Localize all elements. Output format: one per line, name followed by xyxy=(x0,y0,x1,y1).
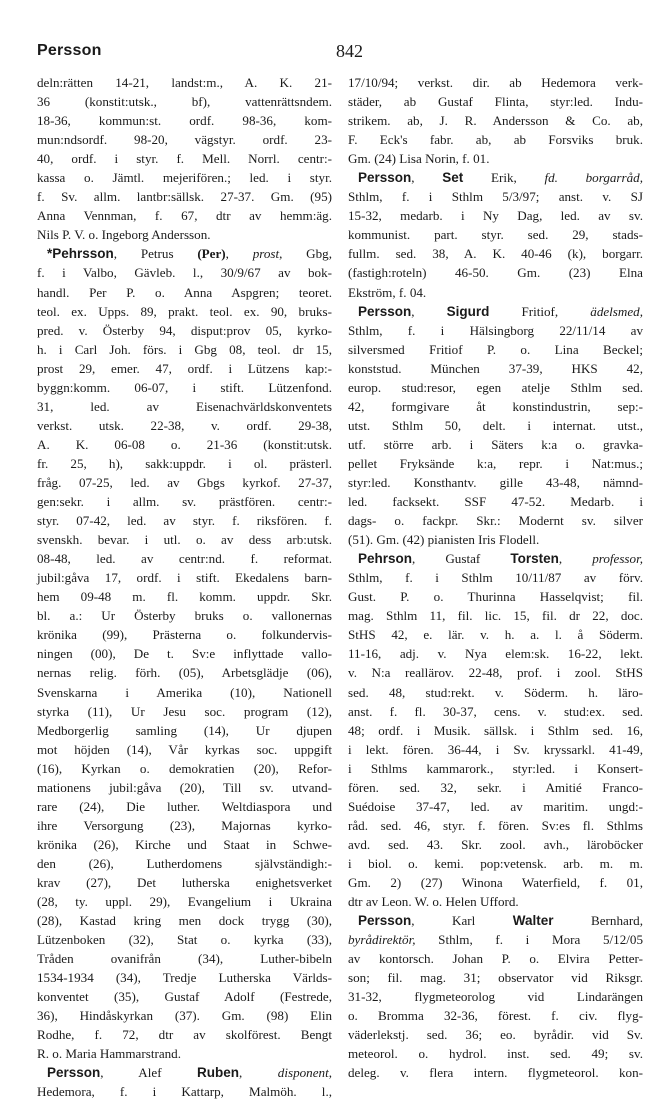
line-text: , Karl xyxy=(411,913,513,929)
text-line xyxy=(37,778,332,797)
line-text: Medborgerlig samling (14), Ur djupen xyxy=(37,722,332,738)
line-text: Anna Vennman, f. 67, dtr av hemm:äg. xyxy=(37,208,332,224)
line-text: anst. f. fl. 30-37, cens. v. stud:ex. sed. xyxy=(348,703,643,719)
text-line xyxy=(348,892,643,911)
text-line xyxy=(348,435,643,454)
text-line xyxy=(37,663,332,682)
line-text: pred. v. Österby 94, disput:prov 05, kyrko- xyxy=(37,322,332,338)
line-text: krönika (26), Kirche und Staat in Schwe- xyxy=(37,836,332,852)
text-line xyxy=(348,1063,643,1082)
text-line xyxy=(37,721,332,740)
line-text: 18-36, kommun:st. ordf. 98-36, kom- xyxy=(37,113,332,129)
line-text: (fastigh:roteln) 46-50. Gm. (23) Elna xyxy=(348,265,643,281)
line-text: konststud. München 37-39, HKS 42, xyxy=(348,360,643,376)
line-text: F. Eck's fabr. ab, ab Forsviks bruk. xyxy=(348,132,643,148)
text-line xyxy=(348,968,643,987)
line-text: styr. 07-42, led. av styr. f. riksfören. f. xyxy=(37,513,332,529)
line-text: väderlekstj. sed. 36; eo. byrådir. vid Sv. xyxy=(348,1027,643,1043)
entry-name: Pehrson xyxy=(358,551,413,567)
text-line xyxy=(348,359,643,378)
line-text: fören. sed. 32, sekr. i Amitié Franco- xyxy=(348,779,643,795)
line-text: i lekt. fören. 36-44, i Sv. kryssarkl. 41-49, xyxy=(348,741,643,757)
text-line xyxy=(348,492,643,511)
line-text: handl. Per P. o. Anna Aspgren; teoret. xyxy=(37,284,332,300)
line-text: , xyxy=(225,246,253,262)
text-line xyxy=(348,759,643,778)
text-line xyxy=(348,187,643,206)
text-line xyxy=(37,92,332,111)
line-text: StHS 42, e. lär. v. h. a. l. å Söderm. xyxy=(348,627,643,643)
line-text: , xyxy=(411,303,447,319)
text-line xyxy=(348,416,643,435)
text-line xyxy=(348,263,643,282)
line-text: , xyxy=(558,551,593,567)
line-text: kassa o. Jämtl. mejerifören.; led. i styr. xyxy=(37,170,332,186)
line-text: o. Bromma 32-36, förest. f. civ. flyg- xyxy=(348,1008,643,1024)
text-line xyxy=(348,130,643,149)
line-text: 08-48, led. av centr:nd. f. reformat. xyxy=(37,551,332,567)
line-text: Sthlm, f. i Mora 5/12/05 xyxy=(415,932,643,948)
line-text: nernas relig. förh. (05), Arbetsglädje (06), xyxy=(37,665,332,681)
line-text: 31, led. av Eisenachvärldskonventets xyxy=(37,398,332,414)
text-line xyxy=(37,302,332,321)
line-text: byggn:komm. 06-07, i stift. Lützenfond. xyxy=(37,379,332,395)
line-text: , xyxy=(411,170,443,186)
entry-name: *Pehrsson xyxy=(47,246,114,262)
line-text: , xyxy=(328,1065,332,1081)
text-line xyxy=(37,321,332,340)
line-text: råd. sed. 46, styr. f. fören. Sv:es fl. Sthlms xyxy=(348,817,643,833)
text-line xyxy=(37,702,332,721)
text-line xyxy=(348,625,643,644)
entry-name: Ruben xyxy=(197,1065,240,1081)
line-text: av kontorsch. Johan P. o. Elvira Petter- xyxy=(348,951,643,967)
line-text: silversmed Fritiof P. o. Lina Beckel; xyxy=(348,341,643,357)
text-line xyxy=(348,397,643,416)
line-text: h. i Carl Joh. förs. i Gbg 08, teol. dr 15, xyxy=(37,341,332,357)
line-text: 36 (konstit:utsk., bf), vattenrättsndem. xyxy=(37,94,332,110)
page-header xyxy=(0,0,664,70)
text-line xyxy=(37,968,332,987)
text-line xyxy=(37,1006,332,1025)
line-text: dtr av Leon. W. o. Helen Ufford. xyxy=(348,894,519,910)
text-line xyxy=(37,816,332,835)
line-text: Hedemora, f. i Kattarp, Malmöh. l., xyxy=(37,1084,332,1100)
text-line xyxy=(37,549,332,568)
line-text: 31-32, flygmeteorolog vid Lindarängen xyxy=(348,989,643,1005)
line-text: mag. Sthlm 11, fil. lic. 15, fil. dr 22, doc. xyxy=(348,608,643,624)
text-line xyxy=(348,797,643,816)
text-line xyxy=(348,606,643,625)
text-line xyxy=(37,568,332,587)
text-line xyxy=(37,530,332,549)
text-line xyxy=(348,321,643,340)
text-line xyxy=(37,263,332,282)
line-text: Lützenboken (32), Stat o. kyrka (33), xyxy=(37,932,332,948)
text-line xyxy=(37,930,332,949)
italic-text: byrådirektör, xyxy=(348,932,416,948)
line-text: 17/10/94; verkst. dir. ab Hedemora verk- xyxy=(348,75,643,90)
text-line xyxy=(348,1006,643,1025)
text-line xyxy=(348,568,643,587)
text-line xyxy=(348,683,643,702)
text-line xyxy=(37,740,332,759)
line-text: 42, formgivare åt konstindustrin, sep:- xyxy=(348,398,643,414)
text-line xyxy=(37,111,332,130)
text-line xyxy=(37,759,332,778)
line-text: utf. större arb. i Säters k:a o. gravka- xyxy=(348,436,643,452)
line-text: Svenskarna i Amerika (10), Nationell xyxy=(37,684,332,700)
text-line xyxy=(348,663,643,682)
line-text: teol. ex. Upps. 89, prakt. teol. ex. 90, bruks- xyxy=(37,303,332,319)
text-line xyxy=(37,873,332,892)
text-line xyxy=(37,397,332,416)
line-text: Suédoise 37-47, led. av maritim. ungd:- xyxy=(348,798,643,814)
entry-name: Sigurd xyxy=(446,303,490,319)
text-line xyxy=(348,778,643,797)
line-text: jubil:gåva 17, ordf. i stift. Ekedalens barn- xyxy=(37,570,332,586)
line-text: 15-32, medarb. i Ny Dag, led. av sv. xyxy=(348,208,643,224)
line-text: , Petrus xyxy=(113,246,198,262)
line-text: deln:rätten 14-21, landst:m., A. K. 21- xyxy=(37,75,332,90)
text-line xyxy=(348,1044,643,1063)
entry-name: Persson xyxy=(358,170,412,186)
text-line xyxy=(37,187,332,206)
text-line xyxy=(348,283,643,302)
line-text: meteorol. o. hydrol. inst. sed. 49; sv. xyxy=(348,1046,643,1062)
line-text: fullm. sed. 38, A. K. 40-46 (k), borgarr. xyxy=(348,246,643,262)
line-text: gen:sekr. i allm. sv. prästfören. centr:- xyxy=(37,494,332,510)
line-text: Erik, xyxy=(463,170,545,186)
line-text: fr. 25, h), sakk:uppdr. i ol. prästerl. xyxy=(37,455,332,471)
line-text: svenskh. bevar. i utl. o. av dess arb:utsk. xyxy=(37,532,332,548)
line-text: , Gustaf xyxy=(412,551,511,567)
italic-text: professor, xyxy=(592,551,643,567)
line-text: prost 29, emer. 47, ordf. i Lützens kap:- xyxy=(37,360,332,376)
text-line xyxy=(348,930,643,949)
line-text: led. facksekt. SSF 47-52. Medarb. i xyxy=(348,494,643,510)
text-line xyxy=(348,378,643,397)
text-line xyxy=(348,740,643,759)
line-text: rare (24), Die luther. Weltdiaspora und xyxy=(37,798,332,814)
entry-name: Torsten xyxy=(510,551,559,567)
text-line xyxy=(348,1025,643,1044)
line-text: Tråden ovanifrån (34), Luther-bibeln xyxy=(37,951,332,967)
text-line xyxy=(37,1082,332,1101)
text-line xyxy=(348,835,643,854)
line-text: f. i Valbo, Gävleb. l., 30/9/67 av bok- xyxy=(37,265,332,281)
text-line xyxy=(348,854,643,873)
entry-name: Walter xyxy=(512,913,554,929)
left-column xyxy=(37,73,332,1102)
text-line xyxy=(37,359,332,378)
line-text: städer, ab Gustaf Flinta, styr:led. Indu- xyxy=(348,94,643,110)
line-text: son; fil. mag. 31; observator vid Riksgr. xyxy=(348,970,643,986)
text-line xyxy=(37,854,332,873)
bold-text: (Per) xyxy=(197,246,226,262)
line-text: Fritiof, xyxy=(489,303,591,319)
text-line xyxy=(348,244,643,263)
text-line xyxy=(348,454,643,473)
text-line xyxy=(37,149,332,168)
line-text: A. K. 06-08 o. 21-36 (konstit:utsk. xyxy=(37,436,332,452)
text-line xyxy=(37,73,332,92)
text-line xyxy=(37,683,332,702)
italic-text: fd. borgarråd, xyxy=(544,170,643,186)
text-line xyxy=(37,244,332,263)
text-line xyxy=(37,625,332,644)
line-text: deleg. v. flera intern. flygmeteorol. kon- xyxy=(348,1065,643,1081)
text-line xyxy=(37,435,332,454)
line-text: , Gbg, xyxy=(279,246,332,262)
text-line xyxy=(37,911,332,930)
text-line xyxy=(37,587,332,606)
line-text: v. N:a reallärov. 22-48, prof. i zool. StHS xyxy=(348,665,643,681)
text-line xyxy=(348,873,643,892)
line-text: , xyxy=(239,1065,278,1081)
text-line xyxy=(37,454,332,473)
line-text: Gm. 2) (27) Winona Waterfield, f. 01, xyxy=(348,874,643,890)
line-text: hem 09-48 m. fl. komm. uppdr. Skr. xyxy=(37,589,332,605)
entry-name: Persson xyxy=(358,913,412,929)
line-text: Rodhe, f. 72, dtr av skolförest. Bengt xyxy=(37,1027,332,1043)
line-text: utst. Sthlm 50, delt. i internat. utst., xyxy=(348,417,643,433)
text-line xyxy=(348,549,643,568)
line-text: mot höjden (14), Vår kyrkas soc. uppgift xyxy=(37,741,332,757)
text-line xyxy=(348,92,643,111)
text-line xyxy=(37,340,332,359)
line-text: den (26), Lutherdomens självständigh:- xyxy=(37,855,332,871)
text-line xyxy=(37,892,332,911)
line-text: (16), Kyrkan o. demokratien (20), Refor- xyxy=(37,760,332,776)
line-text: R. o. Maria Hammarstrand. xyxy=(37,1046,181,1062)
right-column xyxy=(348,73,643,1082)
text-line xyxy=(348,302,643,321)
italic-text: disponent xyxy=(277,1065,329,1081)
text-line xyxy=(37,473,332,492)
line-text: 48; ordf. i Musik. sällsk. i Sthlm sed. 16, xyxy=(348,722,643,738)
line-text: Sthlm, f. i Hälsingborg 22/11/14 av xyxy=(348,322,643,338)
text-line xyxy=(37,1044,332,1063)
text-line xyxy=(37,168,332,187)
line-text: 11-16, adj. v. Nya elem:sk. 16-22, lekt. xyxy=(348,646,643,662)
line-text: sed. 48, stud:rekt. v. Söderm. h. läro- xyxy=(348,684,643,700)
text-line xyxy=(37,644,332,663)
text-line xyxy=(37,797,332,816)
text-line xyxy=(348,721,643,740)
text-line xyxy=(348,149,643,168)
line-text: Sthlm, f. i Sthlm 5/3/97; anst. v. SJ xyxy=(348,189,643,205)
line-text: (51). Gm. (42) pianisten Iris Flodell. xyxy=(348,532,540,548)
italic-text: prost xyxy=(252,246,280,262)
text-line xyxy=(37,1063,332,1082)
line-text: fråg. 07-25, led. av Gbgs kyrkof. 27-37, xyxy=(37,474,332,490)
text-line xyxy=(37,606,332,625)
line-text: Sthlm, f. i Sthlm 10/11/87 av förv. xyxy=(348,570,643,586)
text-line xyxy=(348,702,643,721)
running-head: Persson xyxy=(37,42,102,59)
text-line xyxy=(348,530,643,549)
text-line xyxy=(37,206,332,225)
text-line xyxy=(37,283,332,302)
text-line xyxy=(37,130,332,149)
line-text: konventet (35), Gustaf Adolf (Festrede, xyxy=(37,989,332,1005)
line-text: kommunist. part. styr. sed. 29, stads- xyxy=(348,227,643,243)
line-text: krav (27), Det lutherska enighetsverket xyxy=(37,874,332,890)
text-line xyxy=(348,911,643,930)
text-line xyxy=(348,644,643,663)
line-text: (28), Kastad kring men dock trygg (30), xyxy=(37,913,332,929)
text-line xyxy=(37,835,332,854)
line-text: Ekström, f. 04. xyxy=(348,284,427,300)
line-text: (28, ty. uppl. 29), Evangelium i Ukraina xyxy=(37,894,332,910)
line-text: i biol. o. kemi. pop:vetensk. arb. m. m. xyxy=(348,855,643,871)
line-text: Bernhard, xyxy=(553,913,643,929)
text-columns xyxy=(37,73,649,1100)
text-line xyxy=(37,492,332,511)
text-line xyxy=(37,1025,332,1044)
line-text: bl. a.: Ur Österby bruks o. vallonernas xyxy=(37,608,332,624)
text-line xyxy=(348,111,643,130)
line-text: f. Sv. allm. lantbr:sällsk. 27-37. Gm. (95) xyxy=(37,189,332,205)
line-text: styrka (11), Ur Jesu soc. program (12), xyxy=(37,703,332,719)
page-number: 842 xyxy=(336,41,363,61)
line-text: 36), Hindåskyrkan (37). Gm. (98) Elin xyxy=(37,1008,332,1024)
text-line xyxy=(348,73,643,92)
line-text: verkst. utsk. 22-38, v. ordf. 29-38, xyxy=(37,417,332,433)
line-text: mun:ndsordf. 98-20, vägstyr. ordf. 23- xyxy=(37,132,332,148)
line-text: mationens jubil:gåva (20), Till sv. utvand- xyxy=(37,779,332,795)
line-text: 1534-1934 (34), Tredje Lutherska Världs- xyxy=(37,970,332,986)
text-line xyxy=(348,473,643,492)
line-text: avd. sed. 43. Skr. zool. avh., läroböcker xyxy=(348,836,643,852)
text-line xyxy=(37,511,332,530)
text-line xyxy=(348,168,643,187)
line-text: Nils P. V. o. Ingeborg Andersson. xyxy=(37,227,211,243)
entry-name: Persson xyxy=(358,303,412,319)
line-text: europ. stud:resor, egen atelje Sthlm sed. xyxy=(348,379,643,395)
text-line xyxy=(37,949,332,968)
text-line xyxy=(37,378,332,397)
line-text: styr:led. Konsthantv. gille 43-48, nämnd- xyxy=(348,474,643,490)
line-text: ihre Versorgung (23), Majornas kyrko- xyxy=(37,817,332,833)
entry-name: Set xyxy=(442,170,464,186)
line-text: ningen (00), De t. Sv:e inflyttade vallo- xyxy=(37,646,332,662)
line-text: Gm. (24) Lisa Norin, f. 01. xyxy=(348,151,490,167)
entry-name: Persson xyxy=(47,1065,101,1081)
text-line xyxy=(37,987,332,1006)
text-line xyxy=(348,587,643,606)
line-text: pellet Fryksände k:a, repr. i Nat:mus.; xyxy=(348,455,643,471)
italic-text: ädelsmed, xyxy=(590,303,643,319)
line-text: Gust. P. o. Thurinna Hasselqvist; fil. xyxy=(348,589,643,605)
text-line xyxy=(348,206,643,225)
text-line xyxy=(348,816,643,835)
line-text: , Alef xyxy=(100,1065,198,1081)
line-text: 40, ordf. i styr. f. Mell. Norrl. centr:- xyxy=(37,151,332,167)
line-text: dags- o. fackpr. Skr.: Modernt sv. silver xyxy=(348,513,643,529)
line-text: krönika (99), Prästerna o. folkundervis- xyxy=(37,627,332,643)
text-line xyxy=(348,225,643,244)
text-line xyxy=(37,416,332,435)
text-line xyxy=(348,987,643,1006)
text-line xyxy=(37,225,332,244)
line-text: strikem. ab, J. R. Andersson & Co. ab, xyxy=(348,113,643,129)
text-line xyxy=(348,949,643,968)
line-text: i Sthlms kammarork., styr:led. i Konsert- xyxy=(348,760,643,776)
text-line xyxy=(348,511,643,530)
text-line xyxy=(348,340,643,359)
